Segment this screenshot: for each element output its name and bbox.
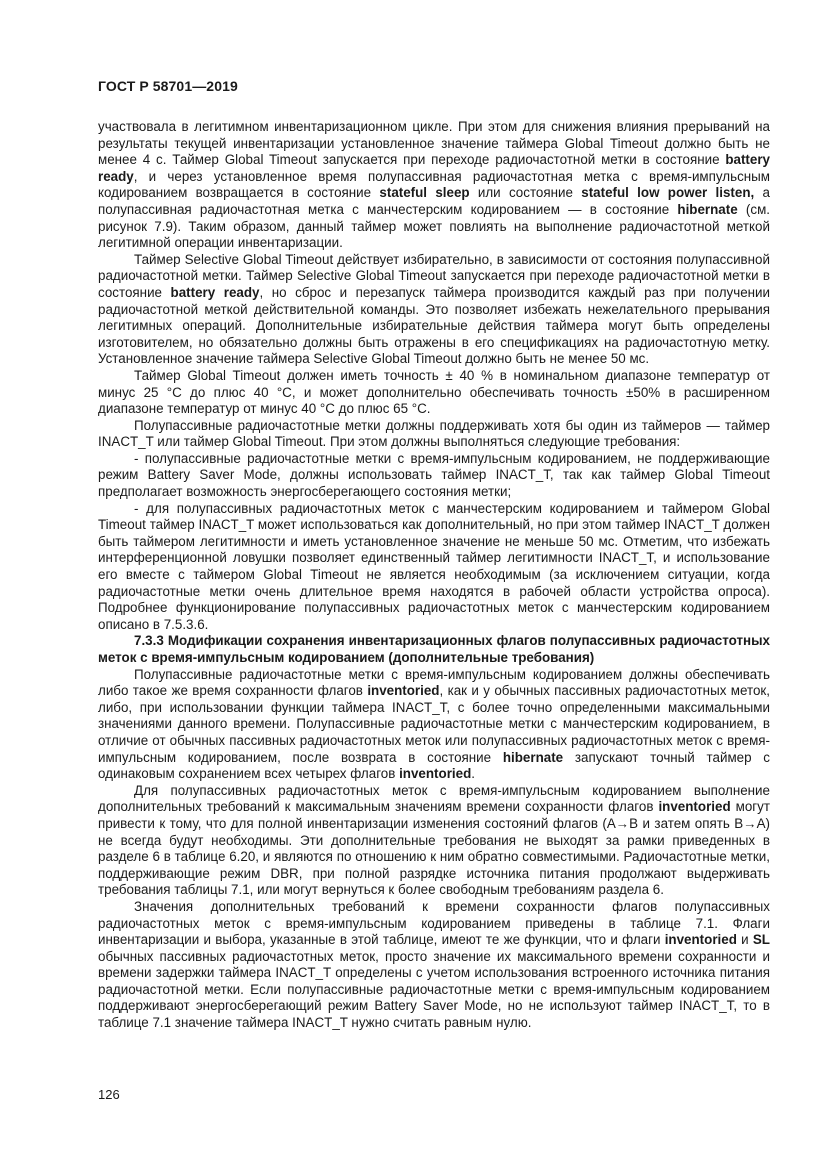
body-paragraph [98, 368, 770, 418]
body-paragraph [98, 119, 770, 252]
text-run: - полупассивные радиочастотные метки с время-импульсным кодированием, не поддерживающие режим Battery Saver Mode, должны использовать таймер INACT_T, так как таймер Global Timeout предполагает возможность энергосберегающего состояния метки; [98, 450, 770, 500]
page-number: 126 [98, 1087, 120, 1102]
body-paragraph [98, 783, 770, 899]
document-header: ГОСТ Р 58701—2019 [98, 78, 238, 94]
section-heading [98, 633, 770, 666]
text-run: , и через установленное время полупассивная радиочастотная метка с время-импульсным кодированием возвращается в состояние [98, 168, 770, 201]
body-paragraph [98, 252, 770, 368]
bold-term: battery ready [98, 152, 770, 184]
text-run: или состояние [469, 185, 582, 201]
bold-term: hibernate [677, 201, 738, 217]
text-run: запускают точный таймер с одинаковым сохранением всех четырех флагов [98, 749, 770, 782]
text-run: (см. рисунок 7.9). Таким образом, данный таймер может повлиять на выполнение радиочастотной меткой легитимной операции инвентаризации. [98, 201, 770, 251]
body-paragraph [98, 451, 770, 501]
bold-term: SL [752, 932, 770, 948]
body-paragraph [98, 667, 770, 783]
text-run: - для полупассивных радиочастотных меток с манчестерским кодированием и таймером Global Timeout таймер INACT_T может использоваться как дополнительный, но при этом таймер INACT_T должен быть таймером легитимности и иметь установленное значение не меньше 50 мс. Отметим, что избежать интерференционной ловушки позволяет единственный таймер легитимности INACT_T, и использование его вместе с таймером Global Timeout не является необходимым (за исключением ситуации, когда радиочастотные метки очень длительное время находятся в рабочей области устройства опроса). Подробнее функционирование полупассивных радиочастотных меток с манчестерским кодированием описано в 7.5.3.6. [98, 500, 770, 632]
bold-term: inventoried [399, 766, 472, 782]
bold-term: inventoried [367, 683, 440, 699]
body-paragraph [98, 899, 770, 1032]
text-run: Полупассивные радиочастотные метки с время-импульсным кодированием должны обеспечивать либо такое же время сохранности флагов [98, 666, 770, 699]
text-run: Таймер Global Timeout должен иметь точность ± 40 % в номинальном диапазоне температур от минус 25 °С до плюс 40 °С, и может дополнительно обеспечивать точность ±50% в расширенном диапазоне температур от минус 40 °С до плюс 65 °С. [98, 367, 770, 417]
text-run: Значения дополнительных требований к времени сохранности флагов полупассивных радиочастотных меток с время-импульсным кодированием приведены в таблице 7.1. Флаги инвентаризации и выбора, указанные в этой таблице, имеют те же функции, что и флаги [98, 898, 770, 948]
text-run: могут привести к тому, что для полной инвентаризации изменения состояний флагов (A→B и затем опять B→A) не всегда будут необходимы. Эти дополнительные требования не выходят за рамки приведенных в разделе 6 в таблице 6.20, и являются по отношению к ним обратно совместимыми. Радиочастотные метки, поддерживающие режим DBR, при полной разрядке источника питания продолжают выдерживать требования таблицы 7.1, или могут вернуться к более свободным требованиям раздела 6. [98, 799, 771, 898]
bold-term: stateful low power listen, [581, 185, 755, 201]
bold-term: inventoried [664, 932, 737, 948]
text-run: Таймер Selective Global Timeout действует избирательно, в зависимости от состояния полупассивной радиочастотной метки. Таймер Selective Global Timeout запускается при переходе радиочастотной метки в состояние [98, 251, 770, 300]
body-paragraph [98, 418, 770, 451]
text-run: . [471, 766, 475, 782]
text-run: , но сброс и перезапуск таймера производится каждый раз при получении радиочастотной меткой действительной команды. Это позволяет избежать нежелательного прерывания легитимных операций. Дополнительные избирательные действия таймера могут быть определены изготовителем, но обязательно должны быть отражены в его спецификациях на радиочастотную метку. Установленное значение таймера Selective Global Timeout должно быть не менее 50 мс. [98, 284, 770, 367]
bold-term: 7.3.3 Модификации сохранения инвентаризационных флагов полупассивных радиочастотных меток с время-импульсным кодированием (дополнительные требования) [98, 633, 770, 665]
bold-term: stateful sleep [379, 185, 470, 201]
bold-term: inventoried [658, 799, 731, 815]
text-run: и [736, 932, 753, 948]
bold-term: battery ready [170, 284, 260, 300]
text-run: Для полупассивных радиочастотных меток с время-импульсным кодированием выполнение дополнительных требований к максимальным значениям времени сохранности флагов [98, 782, 770, 815]
text-run: , как и у обычных пассивных радиочастотных меток, либо, при использовании функции таймера INACT_T, с более точно определенными максимальными значениями данного времени. Полупассивные радиочастотные метки с манчестерским кодированием, в отличие от обычных пассивных радиочастотных меток или полупассивных радиочастотных меток с время-импульсным кодированием, после возврата в состояние [98, 683, 770, 765]
text-run: а полупассивная радиочастотная метка с манчестерским кодированием — в состояние [98, 185, 770, 217]
body-paragraph [98, 501, 770, 634]
text-run: обычных пассивных радиочастотных меток, просто значение их максимального времени сохранности и времени задержки таймера INACT_T определены с учетом использования встроенного источника питания радиочастотной метки. Если полупассивные радиочастотные метки с время-импульсным кодированием поддерживают энергосберегающий режим Battery Saver Mode, но не используют таймер INACT_T, то в таблице 7.1 значение таймера INACT_T нужно считать равным нулю. [98, 948, 770, 1031]
text-run: участвовала в легитимном инвентаризационном цикле. При этом для снижения влияния прерываний на результаты текущей инвентаризации установленное значение таймера Global Timeout должно быть не менее 4 с. Таймер Global Timeout запускается при переходе радиочастотной метки в состояние [98, 119, 770, 168]
text-run: Полупассивные радиочастотные метки должны поддерживать хотя бы один из таймеров — таймер INACT_T или таймер Global Timeout. При этом должны выполняться следующие требования: [98, 417, 770, 450]
document-body [98, 119, 770, 1032]
bold-term: hibernate [502, 749, 564, 765]
